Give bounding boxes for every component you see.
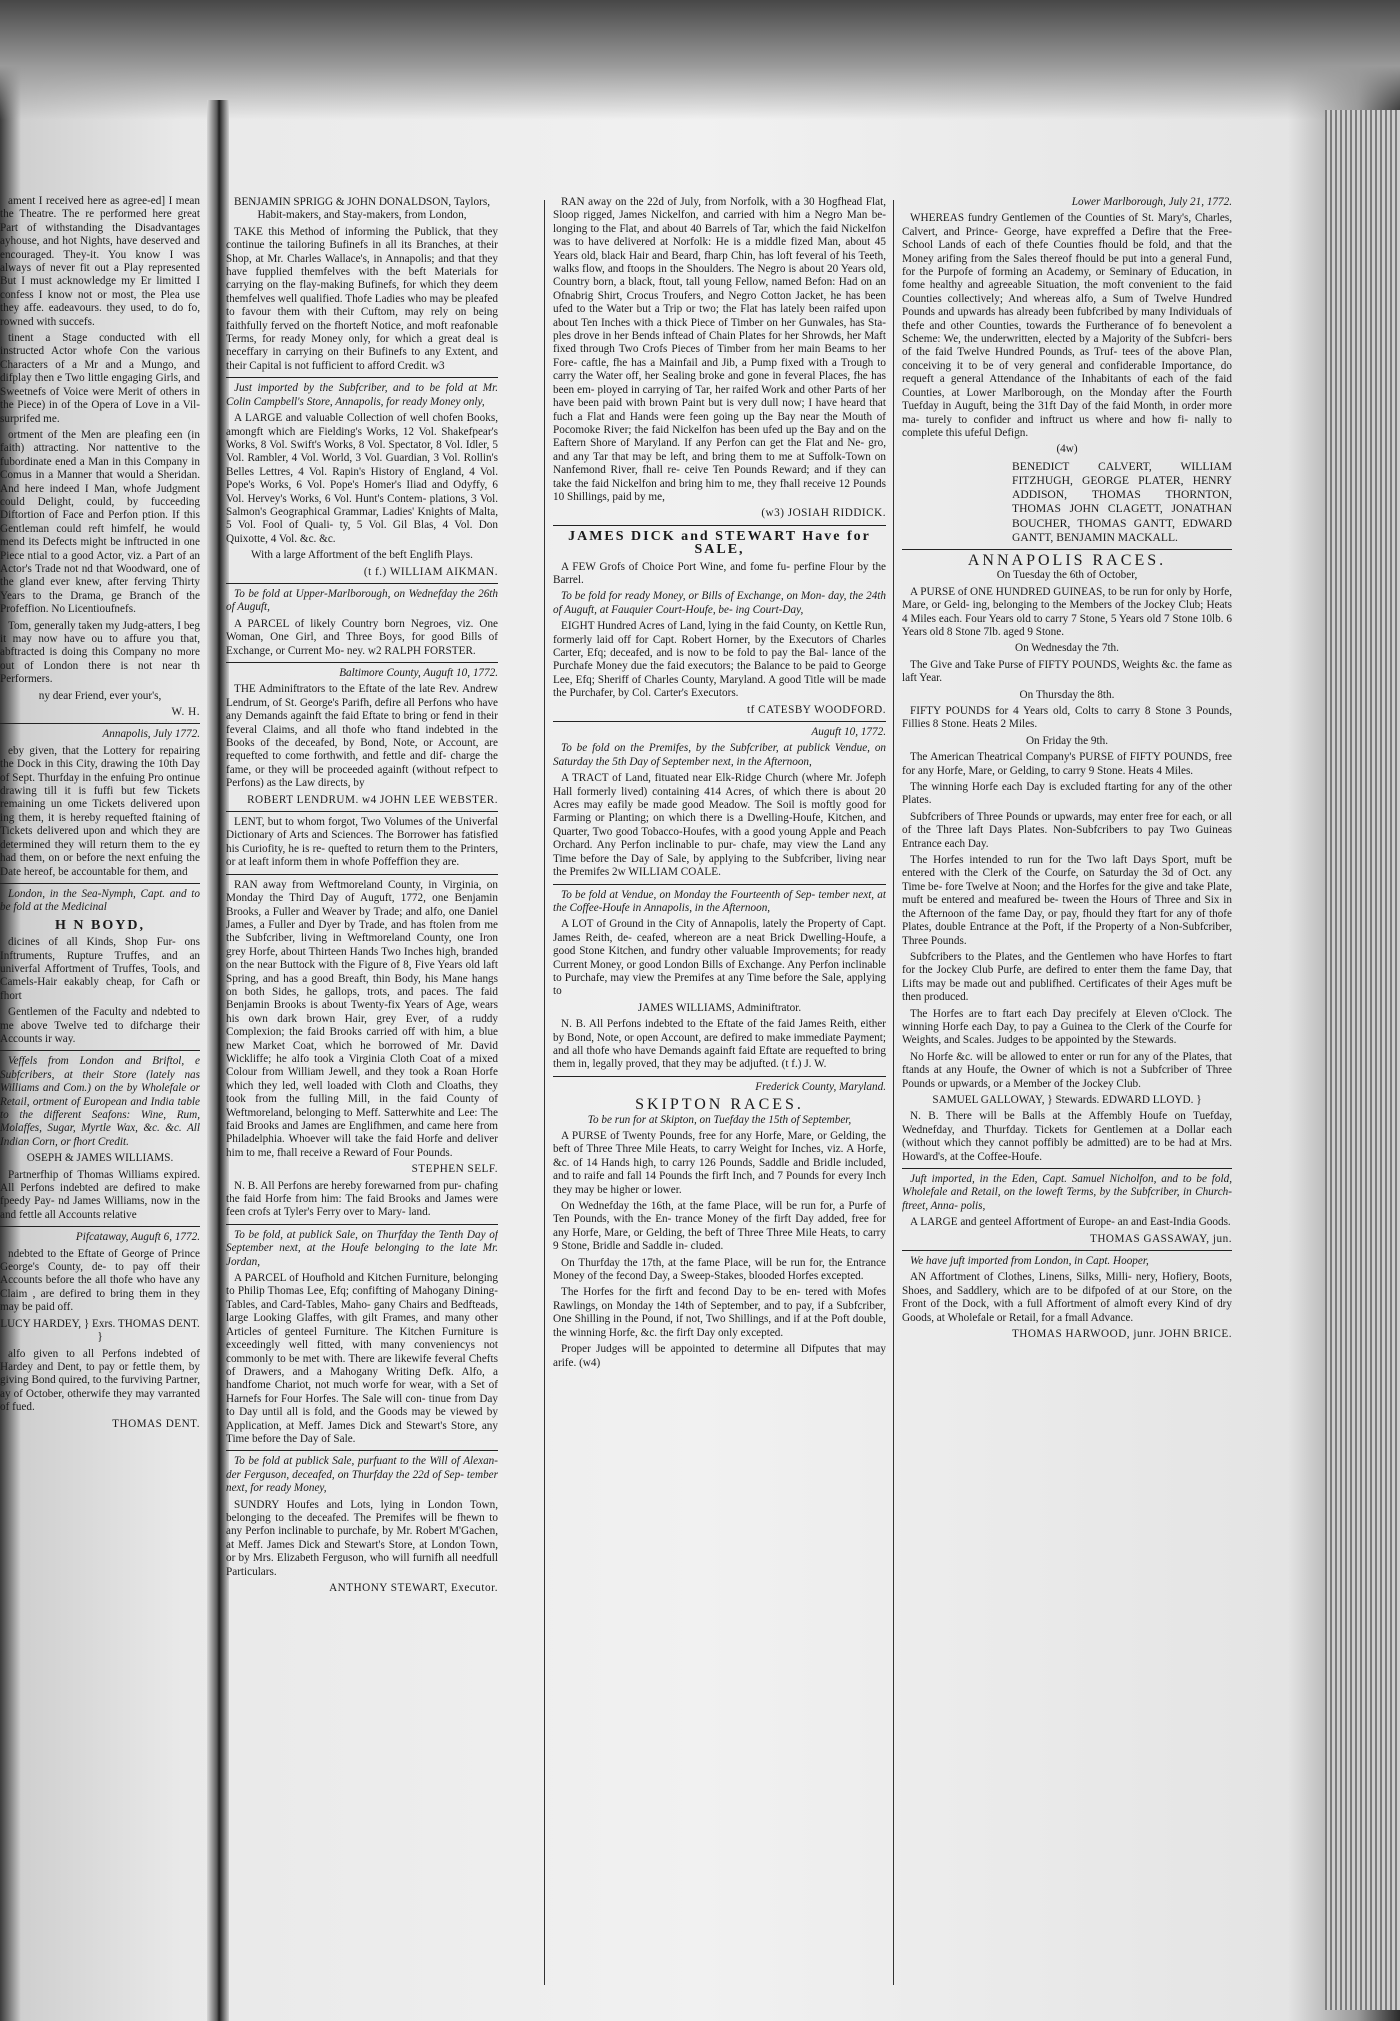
races-body: The Horfes for the firft and fecond Day to be en- tered with Mofes Rawlings, on Monday the 14th of September, and to pay, if a Subfcriber, One Shilling in the Pound, if not, Two Shillings, and if at the Poft double, the winning Horfe, &c. the firft Day only excepted. (553, 1286, 886, 1339)
runaway-notice: RAN away from Weftmoreland County, in Virginia, on Monday the Third Day of Auguft, 1772, one Benjamin Brooks, a Fuller and Weaver by Trade; and alfo, one Daniel James, a Fuller and Dyer by Trade, and has ftolen from me the Subfcriber, living in Weftmoreland County, one Iron grey Horfe, about Thirteen Hands Two Inches high, branded on the near Buttock with the Figure of 8, Five Years old laft Spring, and has a good Breaft, thin Body, his Mane hangs on both Sides, he gallops, trots, and paces. The faid Benjamin Brooks is about Twenty-fix Years of Age, wears his own dark brown Hair, grey Ever, of a ruddy Complexion; the faid Brooks carried off with him, a blue new Market Coat, which he borrowed of Mr. David Wickliffe; he alfo took a Virginia Cloth Coat of a mixed Colour from William Jewell, and they took a Roan Horfe which they led, well loaded with Cloth and Cloaths, they took from the fulling Mill, in the faid County of Weftmoreland, belonging to Meff. Satterwhite and Lee: The faid Brooks and James are Englifhmen, and came here from Philadelphia. Whoever will take the faid Horfe and deliver him to me, fhall receive a Reward of Four Pounds. (226, 878, 498, 1159)
notice-body: eby given, that the Lottery for repairing the Dock in this City, drawing the 10th Day of Sept. Thurfday in the enfuing Pro ontinue drawing till it is fuffi but few Tickets remaining un ome Tickets delivered upon ing them, it is hereby requefted ftaining of Tickets delivered upon and which they are determined they will return them to the ey had them, on or before the next enfuing the Date hereof, be accountable for them, and (0, 744, 200, 878)
ad-signature: JAMES WILLIAMS, Adminiftrator. (637, 1001, 802, 1014)
ad-body: A TRACT of Land, fituated near Elk-Ridge Church (where Mr. Jofeph Hall formerly lived) containing 414 Acres, of which there is about 20 Acres may eafily be made good Meadow. The Soil is moftly good for Farming or Planting; on which there is a Dwelling-Houfe, Kitchen, and Quarter, Two good Tobacco-Houfes, with a good young Apple and Peach Orchard. Any Perfon inclinable to pur- chafe, may view the Land any Time before the Day of Sale, by applying to the Subfcriber, living near the Premifes 2w WILLIAM COALE. (553, 772, 886, 879)
notice-body: Partnerfhip of Thomas Williams expired. All Perfons indebted are defired to make fpeedy Pay- nd James Williams, now in the and fettle all Accounts relative (0, 1168, 200, 1221)
notice-body: Gentlemen of the Faculty and ndebted to me above Twelve ted to difcharge their Accounts ir way. (0, 1006, 200, 1045)
notice-signature: STEPHEN SELF. (411, 1163, 498, 1176)
divider (0, 883, 200, 884)
race-body: The Horfes are to ftart each Day precifely at Eleven o'Clock. The winning Horfe each Day, to pay a Guinea to the Clerk of the Courfe for Weights, and Scales. Judges to be appointed by the Stewards. (902, 1007, 1232, 1047)
ad-signature: THOMAS GASSAWAY, jun. (1089, 1232, 1232, 1245)
ad-heading: To be fold for ready Money, or Bills of Exchange, on Mon- day, the 24th of Auguft, at Fauquier Court-Houfe, be- ing Court-Day, (553, 590, 886, 616)
divider (226, 874, 498, 875)
trustee-names: BENEDICT CALVERT, WILLIAM FITZHUGH, GEORGE PLATER, HENRY ADDISON, THOMAS THORNTON, THOMAS JOHN CLAGETT, JONATHAN BOUCHER, THOMAS GANTT, EDWARD GANTT, BENJAMIN MACKALL. (1012, 459, 1232, 544)
ad-heading: To be fold at Vendue, on Monday the Fourteenth of Sep- tember next, at the Coffee-Houfe in Annapolis, in the Afternoon, (553, 888, 886, 914)
notice-nb: N. B. All Perfons indebted to the Eftate of the faid James Reith, either by Bond, Note, or open Account, are defired to make immediate Payment; and all thofe who have Demands againft faid Eftate are requefted to bring them in, legally proved, that they may be adjufted. (t f.) J. W. (553, 1018, 886, 1071)
notice-heading: London, in the Sea-Nymph, Capt. and to be fold at the Medicinal (0, 887, 200, 914)
article-paragraph: ortment of the Men are pleafing een (in faith) attracting. Nor nattentive to the fubordinate ened a Man in this Company in Comus in a Manner that would a Sheridan. And here indeed I Man, whofe Judgment could Delight, could, by fucceeding Diftortion of Face and Perfon ption. If this Gentleman could reft himfelf, he would mend its Defects might be inftructed in one Piece ntial to a good Actor, viz. a Part of an Actor's Trade not nd that Woodward, one of the gland ever knew, after ferving Thirty Years to the Drama, ge Branch of the Profeffion. No Licentioufnefs. (0, 428, 200, 616)
notice-signature: (w3) JOSIAH RIDDICK. (761, 507, 886, 520)
divider (553, 721, 886, 722)
divider (553, 1076, 886, 1077)
divider (226, 1224, 498, 1225)
divider (226, 583, 498, 584)
ad-body: A LOT of Ground in the City of Annapolis, lately the Property of Capt. James Reith, de- ceafed, whereon are a neat Brick Dwelling-Houfe, a good Stone Kitchen, and fundry other valuable Improvements; for ready Current Money, or good London Bills of Exchange. Any Perfon inclinable to Purchafe, may view the Premifes at any Time before the Sale, applying to (553, 918, 886, 998)
ad-signature: THOMAS HARWOOD, junr. JOHN BRICE. (1011, 1328, 1232, 1341)
races-subheading: To be run for at Skipton, on Tuefday the 15th of September, (587, 1113, 852, 1126)
notice-dateline: Pifcataway, Auguft 6, 1772. (75, 1231, 200, 1244)
divider (902, 1250, 1232, 1251)
column-2 (553, 196, 886, 1996)
article-paragraph: Tom, generally taken my Judg-atters, I beg it may now have ou to affure you that, abftracted is doing this Company no more out of London there is not near th Performers. (0, 619, 200, 686)
races-heading: ANNAPOLIS RACES. (967, 551, 1167, 569)
races-body: On Thurfday the 17th, at the fame Place, will be run for, the Entrance Money of the fecond Day, a Sweep-Stakes, blooded Horfes excepted. (553, 1256, 886, 1283)
ad-signature: ANTHONY STEWART, Executor. (329, 1582, 498, 1594)
race-body: A PURSE of ONE HUNDRED GUINEAS, to be run for only by Horfe, Mare, or Geld- ing, belonging to the Members of the Jockey Club; Heats 4 Miles each. Four Years old to carry 7 Stone, 5 Years old 7 Stone 10lb. 6 Years old 8 Stone 7lb. aged 9 Stone. (902, 585, 1232, 638)
notice-body: ndebted to the Eftate of George of Prince George's County, de- to pay off their Accounts before the all thofe who have any Claim , are defired to bring them in they may be paid off. (0, 1247, 200, 1314)
notice-body: alfo given to all Perfons indebted of Hardey and Dent, to pay or fettle them, by giving Bond quired, to the furviving Partner, ay of October, otherwife they may varranted of fued. (0, 1347, 200, 1414)
notice-dateline: Annapolis, July 1772. (102, 728, 200, 741)
article-paragraph: tinent a Stage conducted with ell instructed Actor whofe Con the various Characters of a Mr and a Mungo, and difplay then e Two little engaging Girls, and Sweetnefs of Voice were Merit of others in the Piece) in of the Opera of Love in a Vil- surprifed me. (0, 332, 200, 425)
ad-heading: JAMES DICK and STEWART Have for SALE, (568, 528, 871, 558)
notice-body: LENT, but to whom forgot, Two Volumes of the Univerfal Dictionary of Arts and Sciences. The Borrower has fatisfied his Curiofity, he is re- quefted to return them to the Printers, or at leaft inform them in whofe Poffeffion they are. (226, 816, 498, 869)
advertiser-name: H N BOYD, (55, 917, 145, 933)
ad-signature: tf CATESBY WOODFORD. (747, 703, 886, 716)
ad-body: A FEW Grofs of Choice Port Wine, and fome fu- perfine Flour by the Barrel. (553, 560, 886, 586)
article-signature: W. H. (171, 706, 200, 719)
race-body: No Horfe &c. will be allowed to enter or run for any of the Plates, that ftands at any Houfe, the Owner of which is not a Subfcriber of Three Pounds or upwards, or a Member of the Jockey Club. (902, 1050, 1232, 1090)
ad-heading: To be fold at Upper-Marlborough, on Wednefday the 26th of Auguft, (226, 587, 498, 614)
race-body: FIFTY POUNDS for 4 Years old, Colts to carry 8 Stone 3 Pounds, Fillies 8 Stone. Heats 2 Miles. (902, 705, 1232, 731)
run-mark: (4w) (1056, 443, 1078, 456)
notice-dateline: Baltimore County, Auguft 10, 1772. (339, 667, 498, 679)
runaway-notice: RAN away on the 22d of July, from Norfolk, with a 30 Hogfhead Flat, Sloop rigged, James Nickelfon, and carried with him a Negro Man be- longing to the Flat, and about 40 Barrels of Tar, which the faid Nickelfon was to have delivered at Norfolk: He is a middle fized Man, about 45 Years old, black Hair and Beard, fharp Chin, has loft feveral of his Teeth, walks flow, and ftoops in the Shoulders. The Negro is about 20 Years old, Country born, a black, ftout, tall young Fellow, named Befon: Had on an Ofnabrig Shirt, Crocus Troufers, and Negro Cotton Jacket, he has been ufed to the Water but a Trip or two; the Flat has lately been raifed upon about Ten Inches with a thick Piece of Timber on her Gunwales, has Sta- ples drove in her Bends inftead of Chain Plates for her Shrowds, her Maft fixed through Two Crofs Pieces of Timber from her main Beams to her Fore- caftle, fhe has a Mainfail and Jib, a Pump fixed with a Trough to carry the Water off, her Sealing broke and gone in feveral Places, fhe has been em- ployed in carrying of Tar, her raifed Work and other Parts of her have been paid with brown Paint but is very dull now; I have heard that fuch a Flat and Hands were feen going up the Bay near the Mouth of Pocomoke River; the faid Nickelfon has been ufed up the Bay and on the Eaftern Shore of Maryland. If any Perfon can get the Flat and Ne- gro, and any Tar that may be left, and bring them to me at Suffolk-Town on Nanfemond River, fhall re- ceive Ten Pounds Reward; and if they can take the faid Nickelfon and bring him to me, they fhall receive 12 Pounds 10 Shillings, paid by me, (553, 196, 886, 503)
ad-body: A LARGE and genteel Affortment of Europe- an and East-India Goods. (910, 1216, 1231, 1229)
divider (226, 811, 498, 812)
notice-body: THE Adminiftrators to the Eftate of the late Rev. Andrew Lendrum, of St. George's Parifh, defire all Perfons who have any Demands againft the faid Eftate to bring or fend in their feveral Claims, and all thofe who ftand indebted in the Books of the deceafed, by Bond, Note, or Account, are requefted to come forthwith, and fettle and dif- charge the fame, or they will be proceeded againft (without refpect to Perfons) as the Law directs, by (226, 683, 498, 790)
race-body: Subfcribers of Three Pounds or upwards, may enter free for each, or all of the Three laft Days Plates. Non-Subfcribers to pay Two Guineas Entrance each Day. (902, 810, 1232, 850)
left-page-column (0, 195, 200, 1990)
divider (0, 1050, 200, 1051)
ad-body: A PARCEL of likely Country born Negroes, viz. One Woman, One Girl, and Three Boys, for good Bills of Exchange, or Current Mo- ney. w2 RALPH FORSTER. (226, 617, 498, 657)
race-body: The winning Horfe each Day is excluded ftarting for any of the other Plates. (902, 781, 1232, 807)
divider (226, 1450, 498, 1451)
notice-dateline: Auguft 10, 1772. (811, 726, 886, 739)
race-body: The American Theatrical Company's PURSE of FIFTY POUNDS, free for any Horfe, Mare, or Gelding, to carry 9 Stone. Heats 4 Miles. (902, 751, 1232, 777)
ad-body: A LARGE and valuable Collection of well chofen Books, amongft which are Fielding's Works, 12 Vol. Shakefpear's Works, 8 Vol. Swift's Works, 8 Vol. Spectator, 8 Vol. Idler, 5 Vol. Rambler, 4 Vol. World, 3 Vol. Guardian, 3 Vol. Rollin's Belles Lettres, 4 Vol. Rapin's History of England, 4 Vol. Pope's Works, 6 Vol. Pope's Homer's Iliad and Odyffy, 6 Vol. Hervey's Works, 6 Vol. Hunt's Contem- plations, 3 Vol. Salmon's Geographical Grammar, Ladies' Knights of Malta, 5 Vol. Fool of Quali- ty, 5 Vol. Gil Blas, 4 Vol. Don Quixotte, 4 Vol. &c. &c. (226, 412, 498, 545)
ad-body: AN Affortment of Clothes, Linens, Silks, Milli- nery, Hofiery, Boots, Shoes, and Saddlery, which are to be difpofed of at our Store, on the Front of the Dock, with a full Affortment of almoft every Kind of dry Goods, at Wholefale or Retail, for a fmall Advance. (902, 1271, 1232, 1324)
races-body: A PURSE of Twenty Pounds, free for any Horfe, Mare, or Gelding, the beft of Three Three Mile Heats, to carry Weight for Inches, viz. A Horfe, &c. of 14 Hands high, to carry 126 Pounds, Saddle and Bridle included, and to raife and fall 14 Pounds the firft Inch, and 7 Pounds for every Inch they may be higher or lower. (553, 1130, 886, 1196)
column-rule (544, 200, 545, 1985)
notice-signature: ROBERT LENDRUM. w4 JOHN LEE WEBSTER. (247, 793, 498, 806)
race-body: The Give and Take Purse of FIFTY POUNDS, Weights &c. the fame as laft Year. (902, 658, 1232, 685)
race-day: On Friday the 9th. (1025, 734, 1109, 747)
divider (553, 884, 886, 885)
column-3 (902, 196, 1232, 1996)
divider (553, 525, 886, 526)
divider (0, 1226, 200, 1227)
article-paragraph: ament I received here as agree-ed] I mean the Theatre. The re performed here great Part of withstanding the Disadvantages ayhouse, and hot Nights, have deserved and encouraged. They-it. You know I was always of never fit out a Play represented But I must acknowledge my Er limitted I confess I know not or most, the Plea use they affe. eadeavours. they used, to do fo, rowned with succefs. (0, 195, 200, 328)
notice-nb: N. B. All Perfons are hereby forewarned from pur- chafing the faid Horfe from him: The faid Brooks and James were feen crofs at Tyler's Ferry over to Mary- land. (226, 1179, 498, 1219)
race-day: On Wednesday the 7th. (1015, 642, 1119, 655)
ad-heading: Just imported by the Subfcriber, and to be fold at Mr. Colin Campbell's Store, Annapolis, for ready Money only, (226, 382, 498, 408)
ad-heading: BENJAMIN SPRIGG & JOHN DONALDSON, Taylors, Habit-makers, and Stay-makers, from London, (233, 196, 491, 222)
executors-signature: LUCY HARDEY, } Exrs. THOMAS DENT. } (0, 1317, 200, 1344)
race-body: Subfcribers to the Plates, and the Gentlemen who have Horfes to ftart for the Jockey Club Purfe, are defired to enter them the fame Day, that Lifts may be made out and publifhed. Certificates of their Ages muft be then produced. (902, 950, 1232, 1004)
ad-heading: We have juft imported from London, in Capt. Hooper, (910, 1255, 1149, 1268)
ad-heading: To be fold on the Premifes, by the Subfcriber, at publick Vendue, on Saturday the 5th Day of September next, in the Afternoon, (553, 742, 886, 768)
race-day: On Tuesday the 6th of October, (996, 569, 1138, 582)
races-heading: SKIPTON RACES. (635, 1096, 804, 1114)
race-day: On Thursday the 8th. (1019, 688, 1115, 701)
article-closing: ny dear Friend, ever your's, (38, 689, 162, 702)
ad-body: TAKE this Method of informing the Publick, that they continue the tailoring Bufinefs in all its Branches, at their Shop, at Mr. Charles Wallace's, in Annapolis; and that they have fupplied themfelves with the beft Materials for carrying on the flay-making Bufinefs, for which they deem themfelves well qualified. Thofe Ladies who may be pleafed to favour them with their Cuftom, may rely on being faithfully ferved on the fhorteft Notice, and moft reafonable Terms, for ready Money only, for which a great deal is neceffary in carrying on their Bufinefs to any Extent, and their Capital is not fufficient to afford Credit. w3 (226, 225, 498, 372)
notice-dateline: Lower Marlborough, July 21, 1772. (1071, 196, 1232, 208)
notice-heading: Veffels from London and Briftol, e Subfcribers, at their Store (lately nas Williams and Com.) on the by Wholefale or Retail, ortment of European and India table to the different Seafons: Wine, Rum, Molaffes, Sugar, Myrtle Wax, &c. &c. All Indian Corn, or fhort Credit. (0, 1055, 200, 1148)
notice-body: dicines of all Kinds, Shop Fur- ons Inftruments, Rupture Truffes, and an univerfal Affortment of Truffes, Tools, and Camels-Hair eakably cheap, for Cafh or fhort (0, 936, 200, 1002)
ad-body: EIGHT Hundred Acres of Land, lying in the faid County, on Kettle Run, formerly laid off for Capt. Robert Horner, by the Executors of Charles Carter, Efq; deceafed, and is now to be fold to pay the Bal- lance of the Purchafe Money due the faid executors; the Balance to be paid to George Lee, Efq; Sheriff of Charles County, Maryland. A good Title will be made the Purchafer, by Col. Carter's Executors. (553, 620, 886, 700)
notice-body: WHEREAS fundry Gentlemen of the Counties of St. Mary's, Charles, Calvert, and Prince- George, have expreffed a Defire that the Free-School Lands of each of thefe Counties fhould be fold, and that the Money arifing from the Sales thereof fhould be put into a general Fund, for the Purpofe of forming an Academy, or Seminary of Education, in fome healthy and agreeable Situation, the moft convenient to the faid Counties collectively; And whereas alfo, a Sum of Twelve Hundred Pounds and upwards has already been fubfcribed by many Individuals of thefe and other Counties, towards the Furtherance of fo benevolent a Scheme: We, the underwritten, elected by a Majority of the Subfcri- bers of the faid Twelve Hundred Pounds, as Truf- tees of the above Plan, conceiving it to be of very general and confiderable Importance, do requeft a general Attendance of the Inhabitants of each of the faid Counties, at Lower Marlborough, on the Monday after the Fourth Tuefday in Auguft, being the 31ft Day of the faid Month, in order more ma- turely to confider and inftruct us where and how fi- nally to complete this ufeful Defign. (902, 212, 1232, 439)
ad-heading: To be fold, at publick Sale, on Thurfday the Tenth Day of September next, at the Houfe belonging to the late Mr. Jordan, (226, 1228, 498, 1268)
divider (0, 723, 200, 724)
race-body: N. B. There will be Balls at the Affembly Houfe on Tuefday, Wednefday, and Thurfday. Tickets for Gentlemen at a Dollar each (without which they cannot poffibly be admitted) are to be had at Mrs. Howard's, at the Coffee-Houfe. (902, 1110, 1232, 1163)
divider (226, 662, 498, 663)
notice-signature: THOMAS DENT. (112, 1417, 200, 1430)
divider (902, 1168, 1232, 1169)
ad-heading: To be fold at publick Sale, purfuant to the Will of Alexan- der Ferguson, deceafed, on Thurfday the 22d of Sep- tember next, for ready Money, (226, 1455, 498, 1495)
ad-heading: Juft imported, in the Eden, Capt. Samuel Nicholfon, and to be fold, Wholefale and Retail, on the loweft Terms, by the Subfcriber, in Church-ftreet, Anna- polis, (902, 1173, 1232, 1212)
column-rule (893, 200, 894, 1985)
races-body: Proper Judges will be appointed to determine all Difputes that may arife. (w4) (553, 1343, 886, 1369)
notice-dateline: Frederick County, Maryland. (755, 1080, 886, 1093)
ad-note: With a large Affortment of the beft Englifh Plays. (251, 549, 473, 562)
divider (902, 549, 1232, 550)
divider (226, 377, 498, 378)
ad-body: A PARCEL of Houfhold and Kitchen Furniture, belonging to Philip Thomas Lee, Efq; confifting of Mahogany Dining-Tables, and Card-Tables, Maho- gany Chairs and Bedfteads, large Looking Glaffes, with gilt Frames, and many other Articles of genteel Furniture. The Kitchen Furniture is exceedingly well fitted, with many conveniencys not commonly to be met with. There are likewife feveral Chefts of Drawers, and a Mahogany Writing Defk. Alfo, a handfome Chariot, not much worfe for wear, with a Set of Harnefs for Four Horfes. The Sale will con- tinue from Day to Day until all is fold, and the Goods may be viewed by Application, at Meff. James Dick and Stewart's Store, any Time before the Day of Sale. (226, 1272, 498, 1445)
advertiser-name: OSEPH & JAMES WILLIAMS. (26, 1152, 174, 1165)
races-body: On Wednefday the 16th, at the fame Place, will be run for, a Purfe of Ten Pounds, with the En- trance Money of the firft Day added, free for any Horfe, Mare, or Gelding, the beft of Three Three Mile Heats, to carry 9 Stone, Bridle and Saddle in- cluded. (553, 1200, 886, 1253)
column-1 (226, 196, 498, 1996)
ad-signature: (t f.) WILLIAM AIKMAN. (363, 565, 498, 578)
page-edges (1325, 110, 1400, 2010)
race-body: The Horfes intended to run for the Two laft Days Sport, muft be entered with the Clerk of the Courfe, on Saturday the 3d of Oct. any Time be- fore Twelve at Noon; and the Horfes for the give and take Plate, muft be entered and meafured be- tween the Hours of Three and Six in the Afternoon of the fame Day, or pay, fhould they ftart for any of thofe Plates, double Entrance at the Poft, if the Property of a Non-Subfcriber, Three Pounds. (902, 854, 1232, 947)
stewards-signature: SAMUEL GALLOWAY, } Stewards. EDWARD LLOYD. } (932, 1093, 1202, 1106)
ad-body: SUNDRY Houfes and Lots, lying in London Town, belonging to the deceafed. The Premifes will be fhewn to any Perfon inclinable to purchafe, by Mr. Robert M'Gachen, at Meff. James Dick and Stewart's Store, at London Town, or by Mrs. Elizabeth Ferguson, who will furnifh all needfull Particulars. (226, 1498, 498, 1578)
